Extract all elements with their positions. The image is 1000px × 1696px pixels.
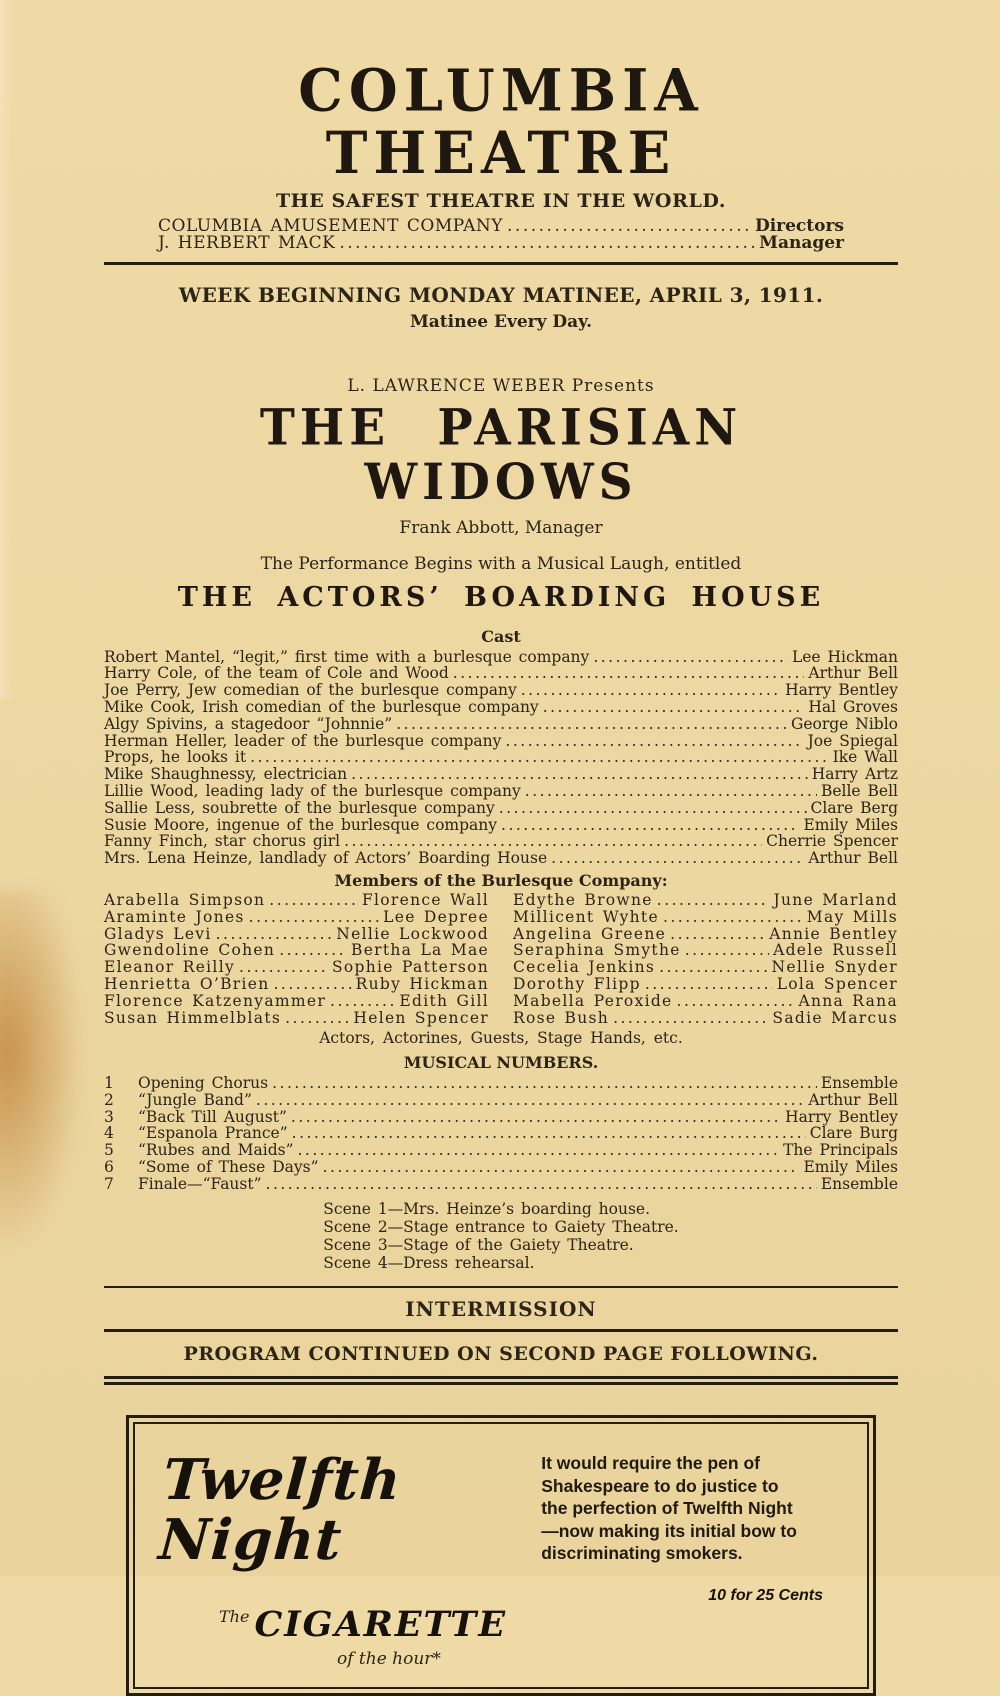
dot-leader: [593, 649, 788, 666]
member-performer: May Mills: [806, 907, 898, 926]
cast-performer: Arthur Bell: [808, 849, 898, 868]
musical-number-performer: Ensemble: [820, 1174, 898, 1193]
members-footnote: Actors, Actorines, Guests, Stage Hands, etc.: [319, 1029, 683, 1048]
dot-leader: [657, 892, 770, 909]
member-row: [104, 976, 489, 993]
musical-numbers-heading: MUSICAL NUMBERS.: [403, 1053, 599, 1073]
member-performer: Lola Spencer: [776, 974, 898, 993]
dot-leader: [501, 817, 799, 834]
musical-number-row: [104, 1109, 898, 1126]
member-row: [513, 1010, 898, 1027]
musical-number-performer: Arthur Bell: [808, 1091, 898, 1110]
member-character: Mabella Peroxide: [513, 991, 673, 1010]
theatre-credits: [158, 218, 844, 252]
ad-price: 10 for 25 Cents: [708, 1586, 823, 1604]
dot-leader: [272, 1075, 817, 1092]
member-character: Florence Katzenyammer: [104, 991, 327, 1010]
member-performer: Bertha La Mae: [351, 941, 489, 960]
member-character: Arabella Simpson: [104, 890, 266, 909]
member-row: [513, 892, 898, 909]
member-row: [513, 909, 898, 926]
member-performer: June Marland: [773, 890, 898, 909]
member-character: Eleanor Reilly: [104, 958, 236, 977]
ad-tagline: of the hour*: [337, 1649, 441, 1670]
dot-leader: [453, 665, 805, 682]
member-performer: Sophie Patterson: [332, 958, 489, 977]
members-columns: [104, 892, 898, 1026]
cast-role: Mrs. Lena Heinze, landlady of Actors’ Boarding House: [104, 849, 548, 868]
performance-intro: The Performance Begins with a Musical Laugh, entitled: [260, 553, 742, 574]
dot-leader: [330, 993, 395, 1010]
credit-name: J. HERBERT MACK: [158, 232, 336, 253]
dot-leader: [645, 976, 773, 993]
cast-role: Mike Shaughnessy, electrician: [104, 765, 348, 784]
musical-number-row: [104, 1075, 898, 1092]
dot-leader: [507, 218, 751, 235]
member-character: Gwendoline Cohen: [104, 941, 276, 960]
member-row: [513, 926, 898, 943]
member-row: [104, 892, 489, 909]
cast-performer: Lee Hickman: [791, 647, 898, 666]
musical-number-performer: The Principals: [783, 1141, 898, 1160]
member-row: [104, 1010, 489, 1027]
ad-product-name: CIGARETTE: [254, 1604, 508, 1646]
musical-number-index: 7: [104, 1174, 114, 1193]
scene-line: Scene 1—Mrs. Heinze’s boarding house.: [323, 1200, 651, 1219]
dot-leader: [613, 1010, 768, 1027]
dot-leader: [239, 959, 328, 976]
scene-line: Scene 4—Dress rehearsal.: [323, 1254, 535, 1273]
member-character: Araminte Jones: [104, 907, 245, 926]
cast-row: [104, 699, 898, 716]
member-row: [104, 909, 489, 926]
cast-performer: Belle Bell: [820, 781, 898, 800]
dot-leader: [505, 733, 803, 750]
musical-number-title: “Jungle Band”: [138, 1091, 252, 1110]
scene-list: [323, 1200, 678, 1272]
dot-leader: [279, 942, 347, 959]
musical-number-title: “Espanola Prance”: [138, 1124, 288, 1143]
ad-copy-block: [533, 1444, 841, 1669]
matinee-line: Matinee Every Day.: [409, 311, 593, 332]
dot-leader: [670, 926, 765, 943]
dot-leader: [685, 942, 769, 959]
musical-number-title: “Rubes and Maids”: [138, 1141, 294, 1160]
piece-title: THE ACTORS’ BOARDING HOUSE: [177, 581, 825, 613]
cast-role: Herman Heller, leader of the burlesque company: [104, 731, 502, 750]
dot-leader: [551, 850, 804, 867]
musical-number-title: “Some of These Days”: [138, 1157, 319, 1176]
dot-leader: [543, 699, 805, 716]
member-performer: Annie Bentley: [769, 924, 898, 943]
cast-performer: Harry Bentley: [785, 681, 898, 700]
musical-number-title: Opening Chorus: [138, 1074, 269, 1093]
scene-line: Scene 2—Stage entrance to Gaiety Theatre.: [323, 1218, 679, 1237]
cigarette-ad-frame: [133, 1422, 869, 1689]
member-performer: Florence Wall: [361, 890, 489, 909]
cast-performer: Emily Miles: [803, 815, 898, 834]
cast-role: Algy Spivins, a stagedoor “Johnnie”: [104, 714, 393, 733]
member-performer: Edith Gill: [399, 991, 489, 1010]
intermission-rule-bottom: [104, 1329, 898, 1332]
cast-performer: Hal Groves: [808, 697, 898, 716]
member-row: [513, 976, 898, 993]
cast-row: [104, 833, 898, 850]
musical-number-row: [104, 1142, 898, 1159]
members-left-column: [104, 892, 489, 1026]
cast-role: Sallie Less, soubrette of the burlesque company: [104, 798, 495, 817]
header-rule: [104, 262, 898, 265]
cast-row: [104, 850, 898, 867]
cast-performer: Harry Artz: [811, 765, 898, 784]
cast-role: Harry Cole, of the team of Cole and Wood: [104, 664, 449, 683]
musical-number-index: 4: [104, 1124, 114, 1143]
musical-numbers-list: [104, 1075, 898, 1192]
presenter-line: L. LAWRENCE WEBER Presents: [347, 375, 655, 396]
musical-number-index: 1: [104, 1074, 114, 1093]
show-manager: Frank Abbott, Manager: [399, 517, 603, 538]
dot-leader: [269, 892, 358, 909]
dot-leader: [323, 1159, 800, 1176]
cast-row: [104, 817, 898, 834]
ad-the-label: The: [219, 1607, 250, 1627]
member-character: Susan Himmelblats: [104, 1008, 282, 1027]
member-row: [104, 926, 489, 943]
musical-number-row: [104, 1092, 898, 1109]
credit-name: COLUMBIA AMUSEMENT COMPANY: [158, 216, 504, 236]
musical-number-index: 2: [104, 1091, 114, 1110]
ad-product-row: [219, 1604, 533, 1645]
member-character: Seraphina Smythe: [513, 941, 681, 960]
dot-leader: [521, 682, 781, 699]
ad-brand-name: Twelfth Night: [156, 1447, 404, 1574]
dot-leader: [273, 976, 351, 993]
cast-row: [104, 800, 898, 817]
member-character: Edythe Browne: [513, 890, 653, 909]
cast-performer: Clare Berg: [810, 798, 898, 817]
member-performer: Anna Rana: [798, 991, 898, 1010]
continued-notice: PROGRAM CONTINUED ON SECOND PAGE FOLLOWING.: [183, 1343, 819, 1366]
credit-role: Directors: [754, 216, 844, 236]
musical-number-performer: Harry Bentley: [785, 1107, 898, 1126]
dot-leader: [396, 716, 787, 733]
dot-leader: [339, 235, 755, 252]
member-performer: Sadie Marcus: [772, 1008, 898, 1027]
musical-number-index: 6: [104, 1157, 114, 1176]
theatre-title: COLUMBIA THEATRE: [298, 56, 704, 188]
dot-leader: [285, 1010, 349, 1027]
dot-leader: [256, 1092, 804, 1109]
member-performer: Adele Russell: [773, 941, 898, 960]
member-character: Gladys Levi: [104, 924, 212, 943]
cast-row: [104, 783, 898, 800]
cast-performer: George Niblo: [790, 714, 898, 733]
cast-row: [104, 649, 898, 666]
credit-row: [158, 232, 844, 253]
dot-leader: [659, 959, 767, 976]
dot-leader: [291, 1109, 781, 1126]
cast-role: Susie Moore, ingenue of the burlesque company: [104, 815, 498, 834]
member-performer: Nellie Lockwood: [336, 924, 489, 943]
double-rule: [104, 1376, 898, 1385]
scene-line: Scene 3—Stage of the Gaiety Theatre.: [323, 1236, 634, 1255]
member-character: Rose Bush: [513, 1008, 610, 1027]
intermission-label: INTERMISSION: [405, 1297, 597, 1322]
member-character: Dorothy Flipp: [513, 974, 641, 993]
cast-role: Joe Perry, Jew comedian of the burlesque company: [104, 681, 517, 700]
dot-leader: [344, 833, 762, 850]
member-row: [513, 993, 898, 1010]
member-performer: Lee Depree: [383, 907, 489, 926]
member-character: Henrietta O’Brien: [104, 974, 270, 993]
musical-number-performer: Clare Burg: [809, 1124, 898, 1143]
musical-number-row: [104, 1125, 898, 1142]
ad-brand-block: [156, 1444, 533, 1670]
dot-leader: [249, 909, 379, 926]
cigarette-ad: [126, 1415, 876, 1696]
member-performer: Nellie Snyder: [771, 958, 898, 977]
credit-role: Manager: [759, 232, 844, 253]
cast-row: [104, 733, 898, 750]
theatre-subtitle: THE SAFEST THEATRE IN THE WORLD.: [275, 190, 727, 212]
member-character: Millicent Wyhte: [513, 907, 659, 926]
cast-row: [104, 682, 898, 699]
dot-leader: [525, 783, 817, 800]
musical-number-row: [104, 1176, 898, 1193]
musical-number-title: “Back Till August”: [138, 1107, 287, 1126]
cast-list: [104, 649, 898, 867]
dot-leader: [250, 749, 829, 766]
cast-row: [104, 665, 898, 682]
member-row: [104, 993, 489, 1010]
dot-leader: [292, 1125, 806, 1142]
cast-performer: Arthur Bell: [808, 664, 898, 683]
cast-performer: Ike Wall: [832, 748, 898, 767]
dot-leader: [266, 1176, 817, 1193]
member-row: [104, 942, 489, 959]
dot-leader: [499, 800, 807, 817]
member-performer: Ruby Hickman: [355, 974, 489, 993]
musical-number-index: 5: [104, 1141, 114, 1160]
cast-heading: Cast: [481, 626, 521, 646]
cast-row: [104, 716, 898, 733]
cast-role: Lillie Wood, leading lady of the burlesque company: [104, 781, 521, 800]
cast-row: [104, 749, 898, 766]
member-performer: Helen Spencer: [353, 1008, 489, 1027]
member-row: [104, 959, 489, 976]
members-right-column: [513, 892, 898, 1026]
musical-number-index: 3: [104, 1107, 114, 1126]
musical-number-performer: Emily Miles: [803, 1157, 898, 1176]
musical-number-performer: Ensemble: [820, 1074, 898, 1093]
cast-role: Props, he looks it: [104, 748, 247, 767]
member-character: Cecelia Jenkins: [513, 958, 656, 977]
intermission-rule-top: [104, 1286, 898, 1288]
dot-leader: [677, 993, 795, 1010]
cast-role: Mike Cook, Irish comedian of the burlesque company: [104, 697, 539, 716]
member-row: [513, 942, 898, 959]
member-row: [513, 959, 898, 976]
dot-leader: [351, 766, 808, 783]
week-line: WEEK BEGINNING MONDAY MATINEE, APRIL 3, 1911.: [178, 282, 824, 307]
cast-performer: Joe Spiegal: [807, 731, 898, 750]
cast-role: Robert Mantel, “legit,” first time with a burlesque company: [104, 647, 590, 666]
musical-number-row: [104, 1159, 898, 1176]
ad-body-text: It would require the pen of Shakespeare to do justice to the perfection of Twelfth Night—now making its initial bow to discriminating smokers.: [541, 1453, 797, 1564]
dot-leader: [663, 909, 803, 926]
musical-number-title: Finale—“Faust”: [138, 1174, 262, 1193]
dot-leader: [298, 1142, 780, 1159]
cast-role: Fanny Finch, star chorus girl: [104, 832, 341, 851]
dot-leader: [216, 926, 333, 943]
member-character: Angelina Greene: [513, 924, 667, 943]
cast-row: [104, 766, 898, 783]
cast-performer: Cherrie Spencer: [766, 832, 898, 851]
members-heading: Members of the Burlesque Company:: [334, 870, 668, 890]
show-title: THE PARISIAN WIDOWS: [259, 398, 743, 512]
